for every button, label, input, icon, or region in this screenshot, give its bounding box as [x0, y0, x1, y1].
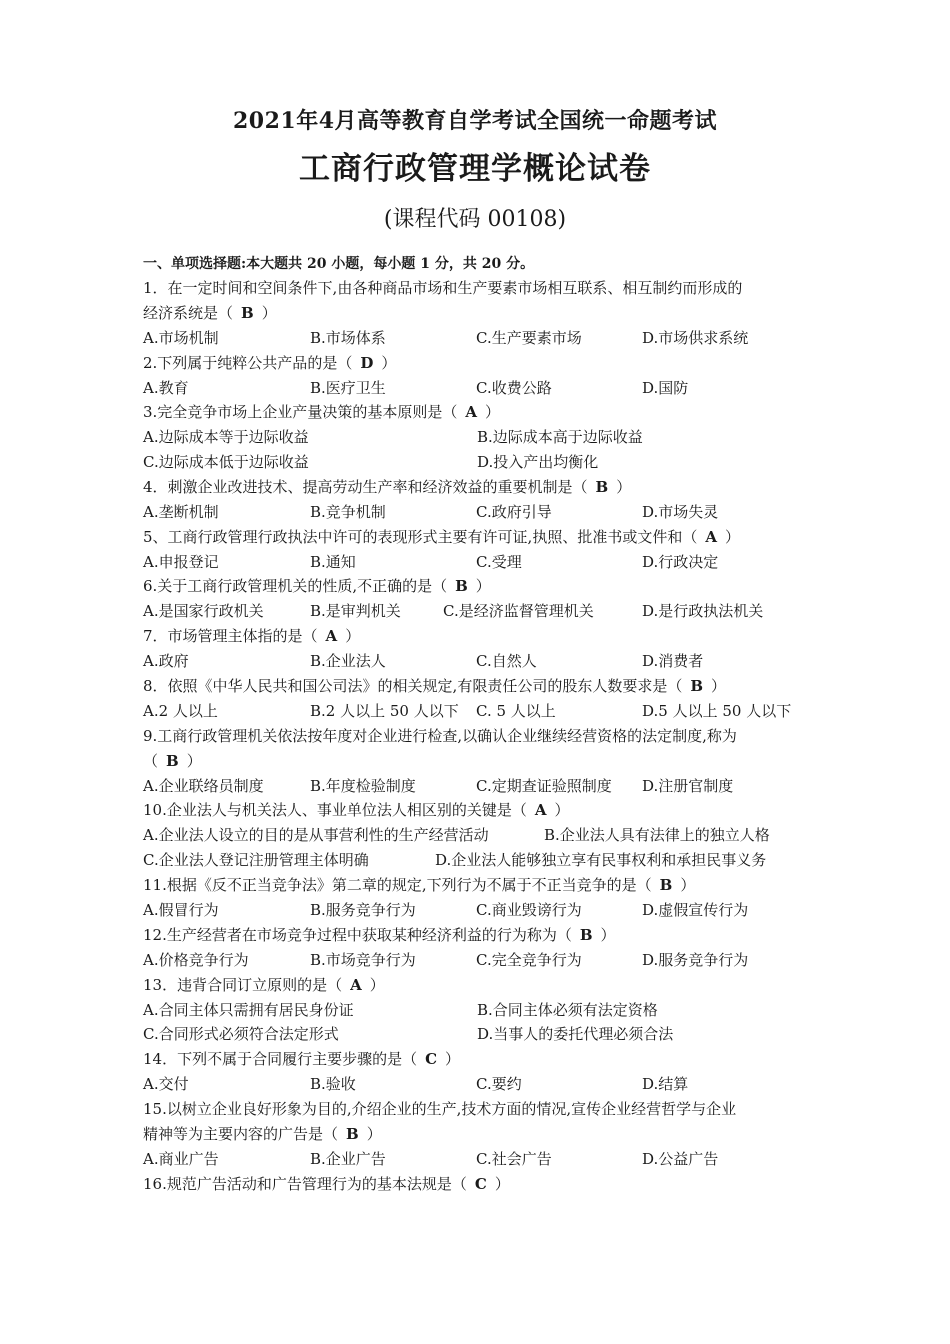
question-text: 1．在一定时间和空间条件下,由各种商品市场和生产要素市场相互联系、相互制约而形成的: [143, 279, 743, 297]
question-text: 10.企业法人与机关法人、事业单位法人相区别的关键是（: [143, 801, 527, 819]
option-b: B.合同主体必须有法定资格: [477, 1001, 658, 1019]
question-text: 6.关于工商行政管理机关的性质,不正确的是（: [143, 577, 448, 595]
option-b: B.服务竞争行为: [310, 901, 416, 919]
answer-mark: D: [360, 354, 374, 372]
question-close: ）: [381, 354, 397, 372]
option-b: B.企业广告: [310, 1150, 386, 1168]
option-a: A.是国家行政机关: [143, 602, 264, 620]
options-row: [143, 823, 823, 848]
question-10: [143, 798, 813, 823]
option-d: D.虚假宣传行为: [642, 901, 749, 919]
question-4: [143, 475, 813, 500]
answer-mark: A: [705, 528, 717, 546]
exam-header-line: 2021年4月高等教育自学考试全国统一命题考试: [232, 108, 718, 134]
option-d: D.投入产出均衡化: [477, 453, 599, 471]
question-text: 13．违背合同订立原则的是（: [143, 976, 343, 994]
question-2: [143, 351, 813, 376]
question-16: [143, 1172, 813, 1197]
option-a: A.市场机制: [143, 329, 219, 347]
option-d: D.注册官制度: [642, 777, 734, 795]
option-a: A.企业联络员制度: [143, 777, 264, 795]
option-a: A.政府: [143, 652, 189, 670]
option-b: B.年度检验制度: [310, 777, 416, 795]
question-text: 11.根据《反不正当竞争法》第二章的规定,下列行为不属于不正当竞争的是（: [143, 876, 652, 894]
option-b: B.企业法人: [310, 652, 386, 670]
option-c: C.政府引导: [476, 503, 552, 521]
question-text: 9.工商行政管理机关依法按年度对企业进行检查,以确认企业继续经营资格的法定制度,称为: [143, 727, 737, 745]
question-12: [143, 923, 813, 948]
exam-title: 工商行政管理学概论试卷: [299, 151, 651, 187]
option-a: A.价格竞争行为: [143, 951, 249, 969]
option-d: D.行政决定: [642, 553, 719, 571]
question-close: ）: [445, 1050, 461, 1068]
option-b: B.竞争机制: [310, 503, 386, 521]
options-row: [143, 898, 823, 923]
option-c: C.完全竞争行为: [476, 951, 582, 969]
question-text: 3.完全竞争市场上企业产量决策的基本原则是（: [143, 403, 458, 421]
option-d: D.结算: [642, 1075, 689, 1093]
question-9: [143, 724, 813, 749]
question-close: ）: [345, 627, 361, 645]
options-row: [143, 1022, 823, 1047]
option-c: C.收费公路: [476, 379, 552, 397]
question-close: ）: [484, 403, 500, 421]
option-c: C. 5 人以上: [476, 702, 556, 720]
answer-mark: C: [425, 1050, 438, 1068]
option-a: A.企业法人设立的目的是从事营利性的生产经营活动: [143, 826, 489, 844]
option-b: B.2 人以上 50 人以下: [310, 702, 459, 720]
answer-mark: A: [465, 403, 477, 421]
option-c: C.企业法人登记注册管理主体明确: [143, 851, 369, 869]
question-close: ）: [366, 1125, 382, 1143]
option-d: D.企业法人能够独立享有民事权利和承担民事义务: [435, 851, 767, 869]
question-9-cont: [143, 749, 813, 774]
option-b: B.企业法人具有法律上的独立人格: [544, 826, 770, 844]
question-close: ）: [680, 876, 696, 894]
option-c: C.是经济监督管理机关: [443, 602, 594, 620]
options-row: [143, 425, 823, 450]
answer-mark: B: [346, 1125, 359, 1143]
options-row: [143, 376, 823, 401]
option-d: D.5 人以上 50 人以下: [642, 702, 792, 720]
option-d: D.消费者: [642, 652, 704, 670]
question-close: ）: [554, 801, 570, 819]
question-3: [143, 400, 813, 425]
options-row: [143, 699, 823, 724]
option-d: D.服务竞争行为: [642, 951, 749, 969]
question-text: 4．刺激企业改进技术、提高劳动生产率和经济效益的重要机制是（: [143, 478, 588, 496]
question-close: ）: [261, 304, 277, 322]
option-b: B.边际成本高于边际收益: [477, 428, 643, 446]
question-text: 15.以树立企业良好形象为目的,介绍企业的生产,技术方面的情况,宣传企业经营哲学与企业: [143, 1100, 737, 1118]
question-13: [143, 973, 813, 998]
options-row: [143, 848, 823, 873]
option-d: D.市场供求系统: [642, 329, 749, 347]
option-c: C.定期查证验照制度: [476, 777, 612, 795]
answer-mark: B: [690, 677, 704, 695]
option-c: C.商业毁谤行为: [476, 901, 582, 919]
option-a: A.假冒行为: [143, 901, 219, 919]
question-close: ）: [494, 1175, 510, 1193]
option-a: A.合同主体只需拥有居民身份证: [143, 1001, 354, 1019]
option-b: B.市场竞争行为: [310, 951, 416, 969]
question-close: ）: [186, 752, 202, 770]
option-a: A.垄断机制: [143, 503, 219, 521]
question-15: [143, 1097, 813, 1122]
section-heading: 一、单项选择题:本大题共 20 小题，每小题 1 分，共 20 分。: [143, 256, 535, 272]
question-14: [143, 1047, 813, 1072]
answer-mark: A: [325, 627, 338, 645]
question-close: ）: [711, 677, 727, 695]
option-c: C.自然人: [476, 652, 537, 670]
option-c: C.社会广告: [476, 1150, 552, 1168]
question-text: 2.下列属于纯粹公共产品的是（: [143, 354, 353, 372]
answer-mark: B: [241, 304, 254, 322]
question-text: 7．市场管理主体指的是（: [143, 627, 318, 645]
course-code: (课程代码 00108): [383, 207, 567, 232]
option-d: D.国防: [642, 379, 689, 397]
question-5: [143, 525, 813, 550]
question-close: ）: [600, 926, 616, 944]
answer-mark: A: [350, 976, 362, 994]
options-row: [143, 599, 823, 624]
option-d: D.是行政执法机关: [642, 602, 764, 620]
option-b: B.医疗卫生: [310, 379, 386, 397]
question-15-cont: [143, 1122, 813, 1147]
option-a: A.边际成本等于边际收益: [143, 428, 309, 446]
options-row: [143, 326, 823, 351]
option-c: C.边际成本低于边际收益: [143, 453, 309, 471]
options-row: [143, 948, 823, 973]
question-11: [143, 873, 813, 898]
question-6: [143, 574, 813, 599]
option-b: B.通知: [310, 553, 356, 571]
question-text: 16.规范广告活动和广告管理行为的基本法规是（: [143, 1175, 467, 1193]
option-b: B.验收: [310, 1075, 356, 1093]
answer-mark: B: [659, 876, 673, 894]
question-text: 8．依照《中华人民共和国公司法》的相关规定,有限责任公司的股东人数要求是（: [143, 677, 683, 695]
question-7: [143, 624, 813, 649]
question-close: ）: [616, 478, 632, 496]
question-text: 14．下列不属于合同履行主要步骤的是（: [143, 1050, 418, 1068]
question-text: 12.生产经营者在市场竞争过程中获取某种经济利益的行为称为（: [143, 926, 572, 944]
option-d: D.公益广告: [642, 1150, 719, 1168]
option-b: B.市场体系: [310, 329, 386, 347]
answer-mark: C: [474, 1175, 487, 1193]
option-c: C.要约: [476, 1075, 522, 1093]
option-a: A.2 人以上: [143, 702, 218, 720]
option-b: B.是审判机关: [310, 602, 401, 620]
answer-mark: B: [579, 926, 593, 944]
answer-mark: B: [455, 577, 468, 595]
option-a: A.教育: [143, 379, 189, 397]
question-text: 5、工商行政管理行政执法中许可的表现形式主要有许可证,执照、批准书或文件和（: [143, 528, 698, 546]
options-row: [143, 500, 823, 525]
question-1: [143, 276, 813, 301]
options-row: [143, 774, 823, 799]
options-row: [143, 1072, 823, 1097]
question-close: ）: [724, 528, 740, 546]
options-row: [143, 1147, 823, 1172]
option-a: A.申报登记: [143, 553, 219, 571]
options-row: [143, 649, 823, 674]
question-text: 精神等为主要内容的广告是（: [143, 1125, 339, 1143]
question-8: [143, 674, 813, 699]
question-text: （: [143, 752, 159, 770]
option-d: D.当事人的委托代理必须合法: [477, 1025, 674, 1043]
options-row: [143, 550, 823, 575]
answer-mark: B: [595, 478, 609, 496]
option-a: A.交付: [143, 1075, 189, 1093]
option-c: C.合同形式必须符合法定形式: [143, 1025, 339, 1043]
options-row: [143, 998, 823, 1023]
question-text: 经济系统是（: [143, 304, 234, 322]
option-c: C.受理: [476, 553, 522, 571]
option-a: A.商业广告: [143, 1150, 219, 1168]
question-1-cont: [143, 301, 813, 326]
options-row: [143, 450, 823, 475]
question-close: ）: [475, 577, 491, 595]
option-d: D.市场失灵: [642, 503, 719, 521]
answer-mark: A: [534, 801, 547, 819]
question-close: ）: [369, 976, 385, 994]
option-c: C.生产要素市场: [476, 329, 582, 347]
answer-mark: B: [166, 752, 179, 770]
